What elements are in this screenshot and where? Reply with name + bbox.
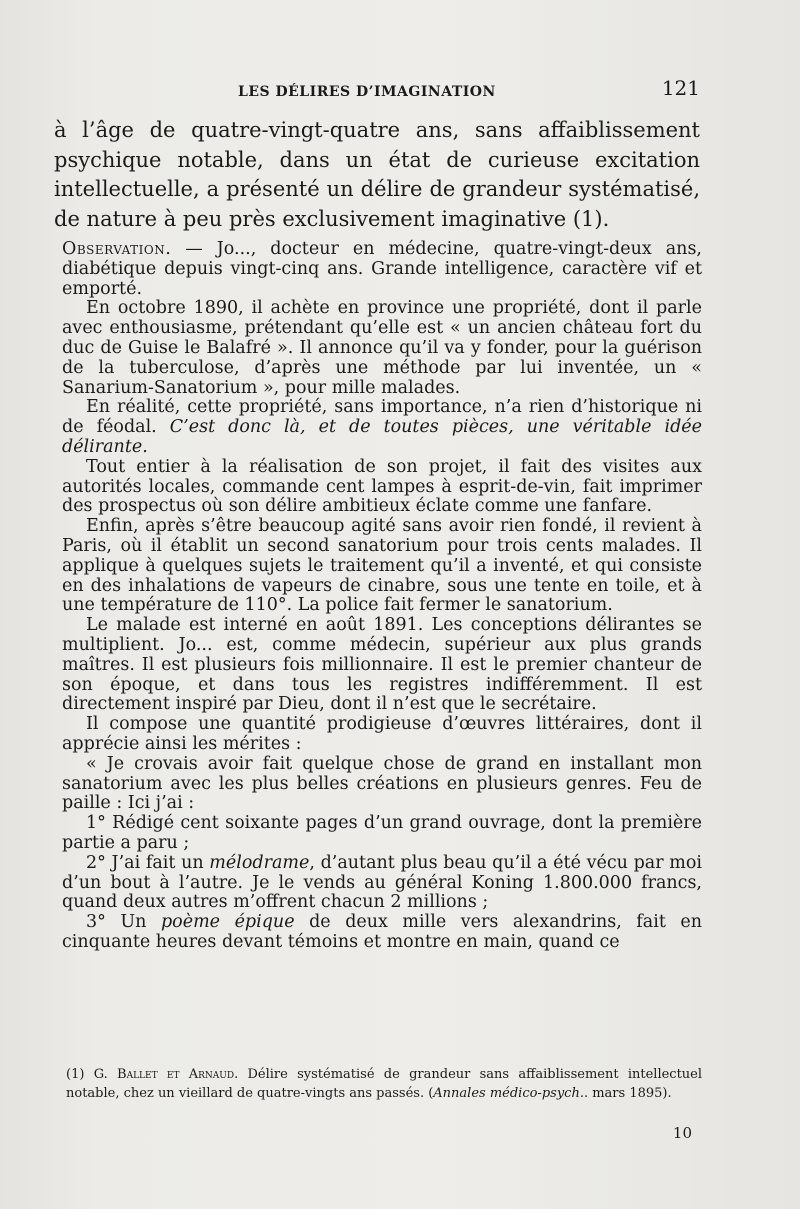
running-head: LES DÉLIRES D’IMAGINATION: [238, 84, 496, 100]
observation-p1-text: — Jo..., docteur en médecine, quatre-vingt-deux ans, diabétique depuis vingt-cinq ans. Grande intelligence, caractère vif et emporté.: [62, 239, 702, 299]
observation-p3-italic: C’est donc là, et de toutes pièces, une véritable idée délirante.: [62, 417, 702, 457]
intro-text: [54, 116, 700, 234]
footnote-authors: G. Ballet et Arnaud.: [93, 1067, 239, 1082]
page-number: 121: [661, 76, 700, 100]
observation-paragraph-8: « Je crovais avoir fait quelque chose de grand en installant mon sanatorium avec les plus belles créations en plusieurs genres. Feu de paille : Ici j’ai :: [62, 753, 702, 814]
signature-mark: 10: [672, 1124, 692, 1142]
intro-paragraph: à l’âge de quatre-vingt-quatre ans, sans affaiblissement psychique notable, dans un état de curieuse excitation intellectuelle, a présenté un délire de grandeur systématisé, de nature à peu près exclusivement imaginative (1).: [54, 118, 700, 231]
observation-p10-rest: , d’autant plus beau qu’il a été vécu par moi d’un bout à l’autre. Je le vends au général Koning 1.800.000 francs, quand deux autres m’offrent chacun 2 millions ;: [62, 852, 703, 913]
observation-paragraph-1: [62, 240, 702, 299]
observation-p11-rest: de deux mille vers alexandrins, fait en cinquante heures devant témoins et montre en main, quand ce: [62, 912, 703, 952]
footnote-block: [66, 1065, 702, 1103]
observation-paragraph-11: [62, 913, 702, 953]
footnote-journal: Annales médico-psych.: [433, 1086, 584, 1101]
observation-paragraph-7: Il compose une quantité prodigieuse d’œuvres littéraires, dont il apprécie ainsi les mérites :: [62, 714, 702, 754]
observation-paragraph-5: Enfin, après s’être beaucoup agité sans avoir rien fondé, il revient à Paris, où il établit un second sanatorium pour trois cents malades. Il applique à quelques sujets le traitement qu’il a inventé, et qui consiste en des inhalations de vapeurs de cinabre, sous une tente en toile, et à une température de 110°. La police fait fermer le sanatorium.: [62, 516, 702, 616]
page-header: [52, 76, 700, 106]
observation-p10-italic: mélodrame: [209, 852, 310, 873]
footnote-text: Délire systématisé de grandeur sans affaiblissement intellectuel notable, chez un vieillard de quatre-vingts ans passés. (: [66, 1067, 703, 1101]
observation-paragraph-2: En octobre 1890, il achète en province une propriété, dont il parle avec enthousiasme, prétendant qu’elle est « un ancien château fort du duc de Guise le Balafré ». Il annonce qu’il va y fonder, pour la guérison de la tuberculose, d’après une méthode par lui inventée, un « Sanarium-Sanatorium », pour mille malades.: [62, 298, 702, 398]
observation-paragraph-4: Tout entier à la réalisation de son projet, il fait des visites aux autorités locales, commande cent lampes à esprit-de-vin, fait imprimer des prospectus où son délire ambitieux éclate comme une fanfare.: [62, 456, 702, 517]
footnote-1: [66, 1065, 702, 1103]
observation-p11-start: 3° Un: [86, 912, 161, 933]
observation-paragraph-3: [62, 398, 702, 457]
observation-label: Observation.: [62, 239, 172, 259]
observation-paragraph-6: Le malade est interné en août 1891. Les conceptions délirantes se multiplient. Jo... est, comme médecin, supérieur aux plus grands maîtres. Il est plusieurs fois millionnaire. Il est le premier chanteur de son époque, et dans tous les registres indifféremment. Il est directement inspiré par Dieu, dont il n’est que le secrétaire.: [62, 615, 702, 715]
observation-p3-text: En réalité, cette propriété, sans importance, n’a rien d’historique ni de féodal.: [62, 397, 702, 438]
observation-paragraph-10: [62, 854, 702, 913]
footnote-marker: (1): [66, 1067, 94, 1082]
observation-p10-start: 2° J’ai fait un: [86, 852, 210, 873]
observation-paragraph-9: 1° Rédigé cent soixante pages d’un grand ouvrage, dont la première partie a paru ;: [62, 813, 702, 853]
observation-p11-italic: poème épique: [160, 912, 295, 933]
footnote-date: . mars 1895).: [583, 1086, 672, 1101]
observation-block: [62, 240, 702, 953]
